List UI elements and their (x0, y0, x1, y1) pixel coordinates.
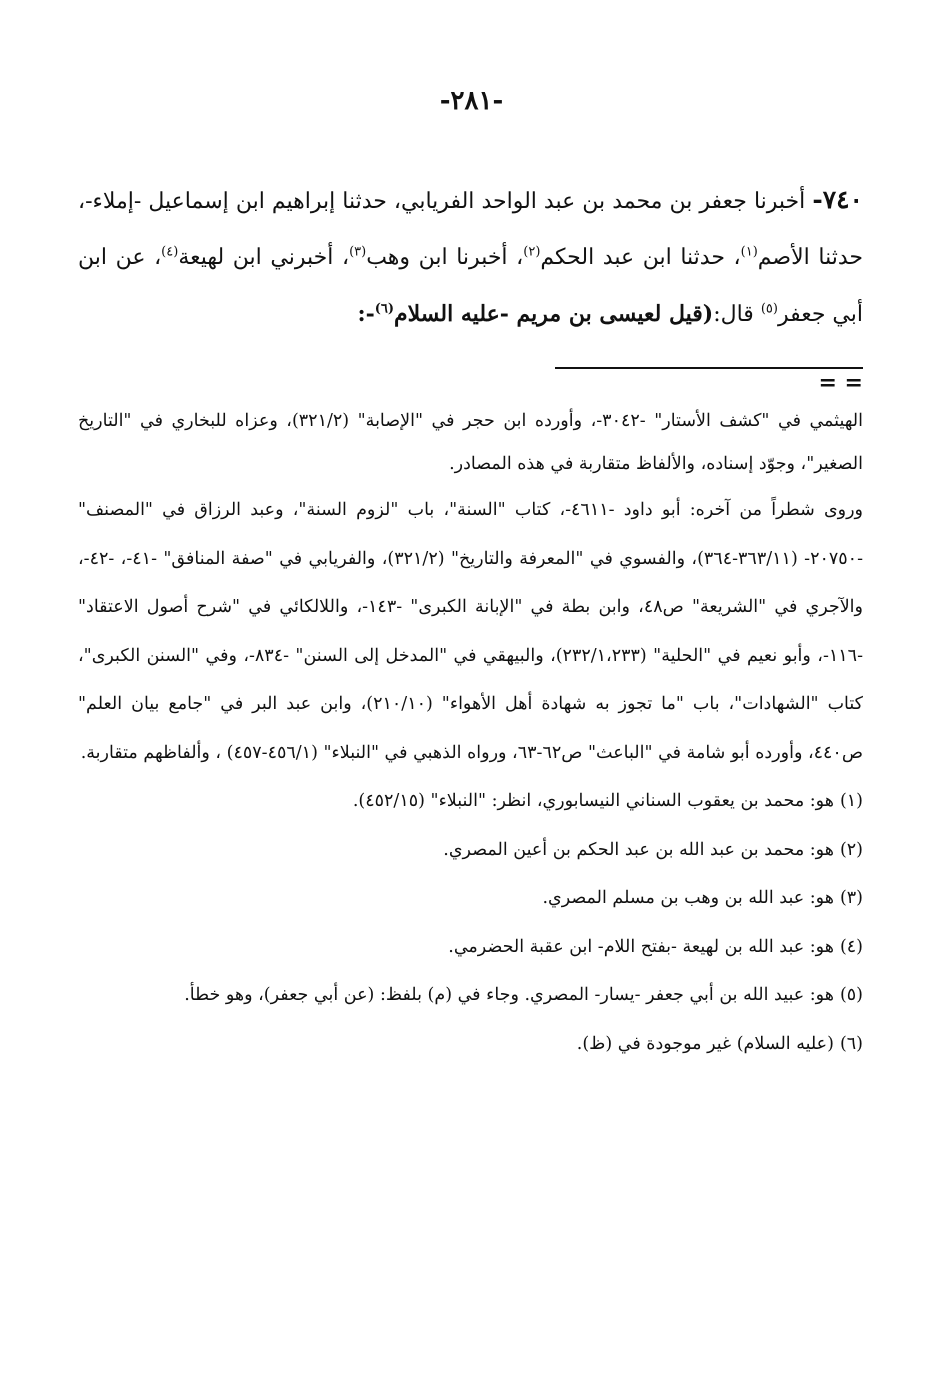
footnote-1 (78, 777, 863, 826)
continued-note-paragraph-1: الهيثمي في "كشف الأستار" -٣٠٤٢-، وأورده ابن حجر في "الإصابة" (٣٢١/٢)، وعزاه للبخاري في "التاريخ الصغير"، وجوّد إسناده، والألفاظ متقاربة في هذه المصادر. (78, 411, 864, 474)
footnote-number: (٥) (839, 985, 863, 1005)
footnote-2 (78, 826, 863, 875)
footnote-number: (٣) (839, 888, 863, 908)
footnotes-section (78, 400, 863, 1068)
footnote-6 (78, 1020, 863, 1069)
footnote-3 (78, 874, 863, 923)
footnote-text: هو: عبد الله بن وهب بن مسلم المصري. (542, 888, 834, 908)
narration-text-2: ، حدثنا ابن عبد الحكم (540, 245, 741, 270)
continuation-marker: = = (818, 370, 863, 396)
footnote-number: (١) (839, 791, 863, 811)
footnote-text: هو: عبيد الله بن أبي جعفر -يسار- المصري. وجاء في (م) بلفظ: (عن أبي جعفر)، وهو خطأ. (184, 985, 834, 1005)
narration-text-3: ، أخبرنا ابن وهب (366, 245, 524, 270)
footnote-ref-4: (٤) (161, 244, 179, 260)
footnote-ref-5: (٥) (760, 301, 778, 317)
page-number: -٢٨١- (439, 86, 504, 116)
main-hadith-text (78, 172, 863, 343)
footnote-ref-2: (٢) (523, 244, 541, 260)
footnote-number: (٤) (839, 936, 863, 957)
footnote-text: هو: عبد الله بن لهيعة -بفتح اللام- ابن عقبة الحضرمي. (448, 936, 834, 957)
footnote-text: هو: محمد بن يعقوب السناني النيسابوري، انظر: "النبلاء" (٤٥٢/١٥). (352, 791, 834, 811)
footnote-number: (٦) (839, 1033, 863, 1054)
footnote-number: (٢) (839, 839, 863, 860)
footnote-ref-6: (٦) (374, 301, 395, 317)
footnote-text: هو: محمد بن عبد الله بن عبد الحكم بن أعين المصري. (443, 839, 834, 860)
narration-text-5: ، عن ابن أبي جعفر (78, 245, 863, 327)
narration-text-6: قال: (713, 302, 761, 327)
quote-end: -: (357, 301, 375, 327)
footnote-text: (عليه السلام) غير موجودة في (ظ). (576, 1033, 834, 1054)
quoted-saying (357, 301, 713, 327)
footnote-separator (555, 367, 863, 369)
narration-text-4: ، أخبرني ابن لهيعة (178, 245, 350, 270)
footnote-4 (78, 923, 863, 972)
continued-note-paragraph-2: وروى شطراً من آخره: أبو داود -٤٦١١-، كتاب "السنة"، باب "لزوم السنة"، وعبد الرزاق في "المصنف" -٢٠٧٥٠- (٣٦٣/١١-٣٦٤)، والفسوي في "المعرفة والتاريخ" (٣٢١/٢)، والفريابي في "صفة المنافق" -٤١-، -٤٢-، والآجري في "الشريعة" ص٤٨، وابن بطة في "الإبانة الكبرى" -١٤٣-، واللالكائي في "شرح أصول الاعتقاد" -١١٦-، وأبو نعيم في "الحلية" (٢٣٢/١،٢٣٣)، والبيهقي في "المدخل إلى السنن" -٨٣٤-، وفي "السنن الكبرى"، كتاب "الشهادات"، باب "ما تجوز به شهادة أهل الأهواء" (٢١٠/١٠)، وابن عبد البر في "جامع بيان العلم" ص٤٤٠، وأورده أبو شامة في "الباعث" ص٦٢-٦٣، ورواه الذهبي في "النبلاء" (٤٥٦/١-٤٥٧) ، وألفاظهم متقاربة. (78, 500, 863, 763)
hadith-paragraph (78, 172, 863, 343)
quote-text: (قيل لعيسى بن مريم -عليه السلام (394, 301, 714, 327)
footnote-ref-3: (٣) (349, 244, 367, 260)
hadith-number: ٧٤٠- (812, 185, 863, 214)
footnote-5 (78, 971, 863, 1020)
narration-text: أخبرنا جعفر بن محمد بن عبد الواحد الفريابي، حدثنا إبراهيم ابن إسماعيل -إملاء-، حدثنا الأصم (78, 189, 863, 270)
footnote-ref-1: (١) (740, 244, 758, 260)
